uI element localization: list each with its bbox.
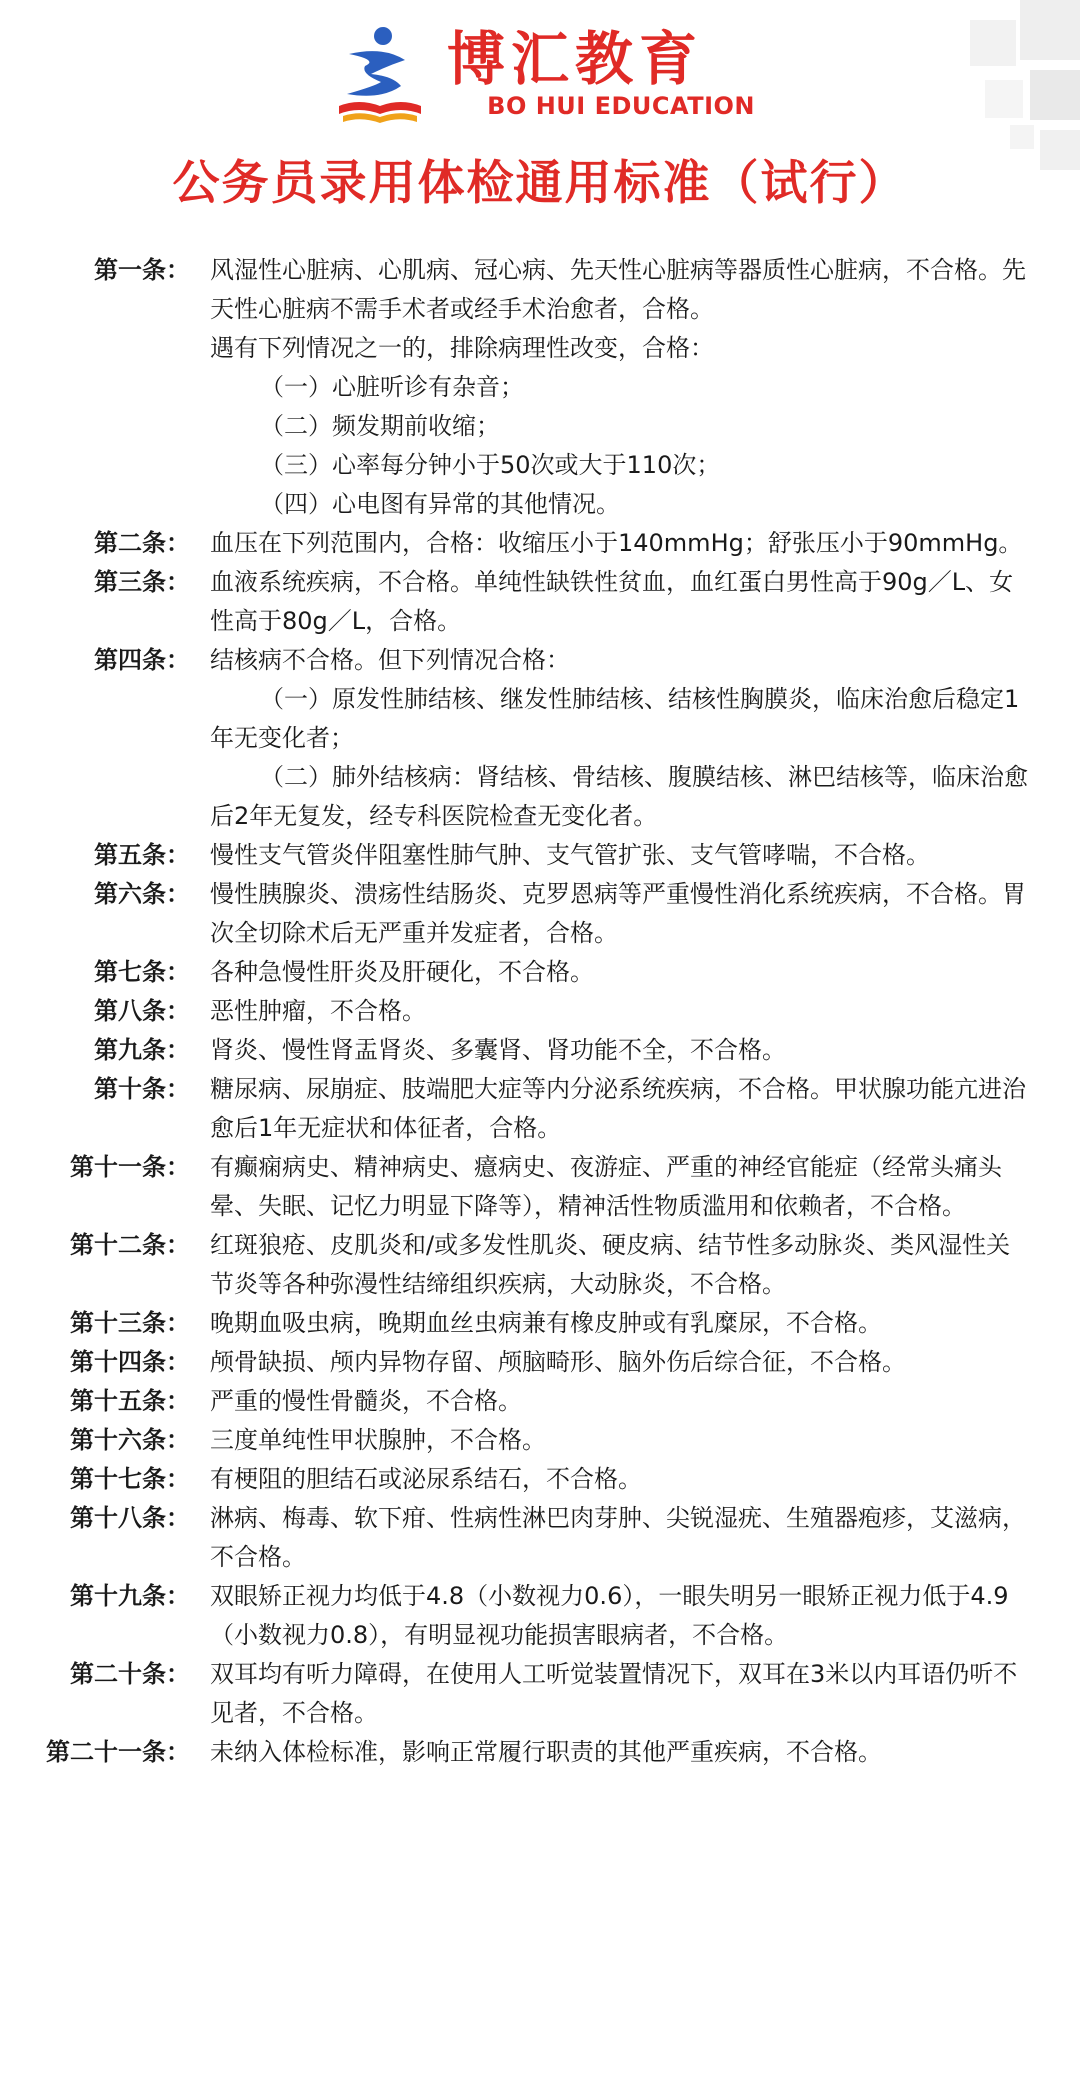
article [0, 1499, 1080, 1577]
article [0, 836, 1080, 875]
article [0, 953, 1080, 992]
article-label: 第十七条： [70, 1465, 190, 1493]
article-label: 第十一条： [70, 1153, 190, 1181]
article-label: 第十四条： [70, 1348, 190, 1376]
article-text: 慢性支气管炎伴阻塞性肺气肿、支气管扩张、支气管哮喘，不合格。 [210, 841, 930, 869]
article-body [210, 524, 1030, 563]
article [0, 1304, 1080, 1343]
article-text: 遇有下列情况之一的，排除病理性改变，合格： [210, 334, 714, 362]
article-body [210, 1460, 1030, 1499]
article-body [210, 1733, 1030, 1772]
article-body [210, 1031, 1030, 1070]
article [0, 1070, 1080, 1148]
article-body [210, 875, 1030, 953]
article [0, 524, 1080, 563]
article-item: （二）频发期前收缩； [260, 412, 500, 440]
article [0, 1382, 1080, 1421]
article-text: 血压在下列范围内，合格：收缩压小于140mmHg；舒张压小于90mmHg。 [210, 529, 1023, 557]
article-text: 各种急慢性肝炎及肝硬化，不合格。 [210, 958, 594, 986]
article-text: 风湿性心脏病、心肌病、冠心病、先天性心脏病等器质性心脏病，不合格。先天性心脏病不需手术者或经手术治愈者，合格。 [210, 256, 1026, 323]
article [0, 1460, 1080, 1499]
article-label: 第十三条： [70, 1309, 190, 1337]
article-body [210, 251, 1030, 524]
article-text: 双眼矫正视力均低于4.8（小数视力0.6），一眼失明另一眼矫正视力低于4.9（小数视力0.8），有明显视功能损害眼病者，不合格。 [210, 1582, 1009, 1649]
article [0, 1421, 1080, 1460]
article [0, 1343, 1080, 1382]
brand-name-en: BO HUI EDUCATION [487, 92, 755, 120]
article-label: 第二十条： [70, 1660, 190, 1688]
article-body [210, 1382, 1030, 1421]
article-text: 血液系统疾病，不合格。单纯性缺铁性贫血，血红蛋白男性高于90g／L、女性高于80g／L，合格。 [210, 568, 1014, 635]
article-body [210, 1070, 1030, 1148]
article-text: 淋病、梅毒、软下疳、性病性淋巴肉芽肿、尖锐湿疣、生殖器疱疹，艾滋病，不合格。 [210, 1504, 1026, 1571]
article [0, 1148, 1080, 1226]
article-body [210, 563, 1030, 641]
article [0, 641, 1080, 836]
article-item: （四）心电图有异常的其他情况。 [260, 490, 620, 518]
article-label: 第一条： [94, 256, 190, 284]
article [0, 992, 1080, 1031]
document-title: 公务员录用体检通用标准（试行） [172, 156, 908, 211]
article [0, 1226, 1080, 1304]
article-label: 第五条： [94, 841, 190, 869]
article-item: （三）心率每分钟小于50次或大于110次； [260, 451, 721, 479]
article-body [210, 1148, 1030, 1226]
article-item: （一）原发性肺结核、继发性肺结核、结核性胸膜炎，临床治愈后稳定1年无变化者； [210, 685, 1020, 752]
article-label: 第六条： [94, 880, 190, 908]
article-body [210, 1499, 1030, 1577]
article-item: （一）心脏听诊有杂音； [260, 373, 524, 401]
article-label: 第十二条： [70, 1231, 190, 1259]
article-label: 第十九条： [70, 1582, 190, 1610]
article-text: 肾炎、慢性肾盂肾炎、多囊肾、肾功能不全，不合格。 [210, 1036, 786, 1064]
article-body [210, 641, 1030, 836]
article-label: 第十六条： [70, 1426, 190, 1454]
article-body [210, 1226, 1030, 1304]
article-body [210, 1421, 1030, 1460]
article-body [210, 1304, 1030, 1343]
article-label: 第十八条： [70, 1504, 190, 1532]
article-text: 未纳入体检标准，影响正常履行职责的其他严重疾病，不合格。 [210, 1738, 882, 1766]
article-text: 恶性肿瘤，不合格。 [210, 997, 426, 1025]
article-text: 有梗阻的胆结石或泌尿系结石，不合格。 [210, 1465, 642, 1493]
article-body [210, 992, 1030, 1031]
brand-logo[interactable] [335, 24, 755, 124]
article-text: 慢性胰腺炎、溃疡性结肠炎、克罗恩病等严重慢性消化系统疾病，不合格。胃次全切除术后无严重并发症者，合格。 [210, 880, 1026, 947]
brand-name-cn: 博汇教育 [447, 25, 704, 93]
article-body [210, 1577, 1030, 1655]
article-list [0, 251, 1080, 1772]
article-label: 第八条： [94, 997, 190, 1025]
article [0, 1655, 1080, 1733]
article [0, 875, 1080, 953]
article-label: 第二条： [94, 529, 190, 557]
article [0, 1031, 1080, 1070]
article-label: 第二十一条： [46, 1738, 190, 1766]
article-body [210, 953, 1030, 992]
article-body [210, 1655, 1030, 1733]
article-text: 晚期血吸虫病，晚期血丝虫病兼有橡皮肿或有乳糜尿，不合格。 [210, 1309, 882, 1337]
article-body [210, 836, 1030, 875]
article-label: 第四条： [94, 646, 190, 674]
article-text: 严重的慢性骨髓炎，不合格。 [210, 1387, 522, 1415]
article-text: 红斑狼疮、皮肌炎和/或多发性肌炎、硬皮病、结节性多动脉炎、类风湿性关节炎等各种弥漫性结缔组织疾病，大动脉炎，不合格。 [210, 1231, 1011, 1298]
article-text: 糖尿病、尿崩症、肢端肥大症等内分泌系统疾病，不合格。甲状腺功能亢进治愈后1年无症状和体征者，合格。 [210, 1075, 1026, 1142]
article [0, 563, 1080, 641]
article-text: 双耳均有听力障碍，在使用人工听觉装置情况下，双耳在3米以内耳语仍听不见者，不合格。 [210, 1660, 1018, 1727]
article-text: 结核病不合格。但下列情况合格： [210, 646, 570, 674]
article-text: 有癫痫病史、精神病史、癔病史、夜游症、严重的神经官能症（经常头痛头晕、失眠、记忆力明显下降等），精神活性物质滥用和依赖者，不合格。 [210, 1153, 1002, 1220]
article-label: 第七条： [94, 958, 190, 986]
article [0, 251, 1080, 524]
article [0, 1577, 1080, 1655]
article-label: 第九条： [94, 1036, 190, 1064]
article-text: 颅骨缺损、颅内异物存留、颅脑畸形、脑外伤后综合征，不合格。 [210, 1348, 906, 1376]
article-item: （二）肺外结核病：肾结核、骨结核、腹膜结核、淋巴结核等，临床治愈后2年无复发，经专科医院检查无变化者。 [210, 763, 1028, 830]
article-text: 三度单纯性甲状腺肿，不合格。 [210, 1426, 546, 1454]
article-body [210, 1343, 1030, 1382]
article-label: 第十条： [94, 1075, 190, 1103]
article-label: 第三条： [94, 568, 190, 596]
article [0, 1733, 1080, 1772]
article-label: 第十五条： [70, 1387, 190, 1415]
